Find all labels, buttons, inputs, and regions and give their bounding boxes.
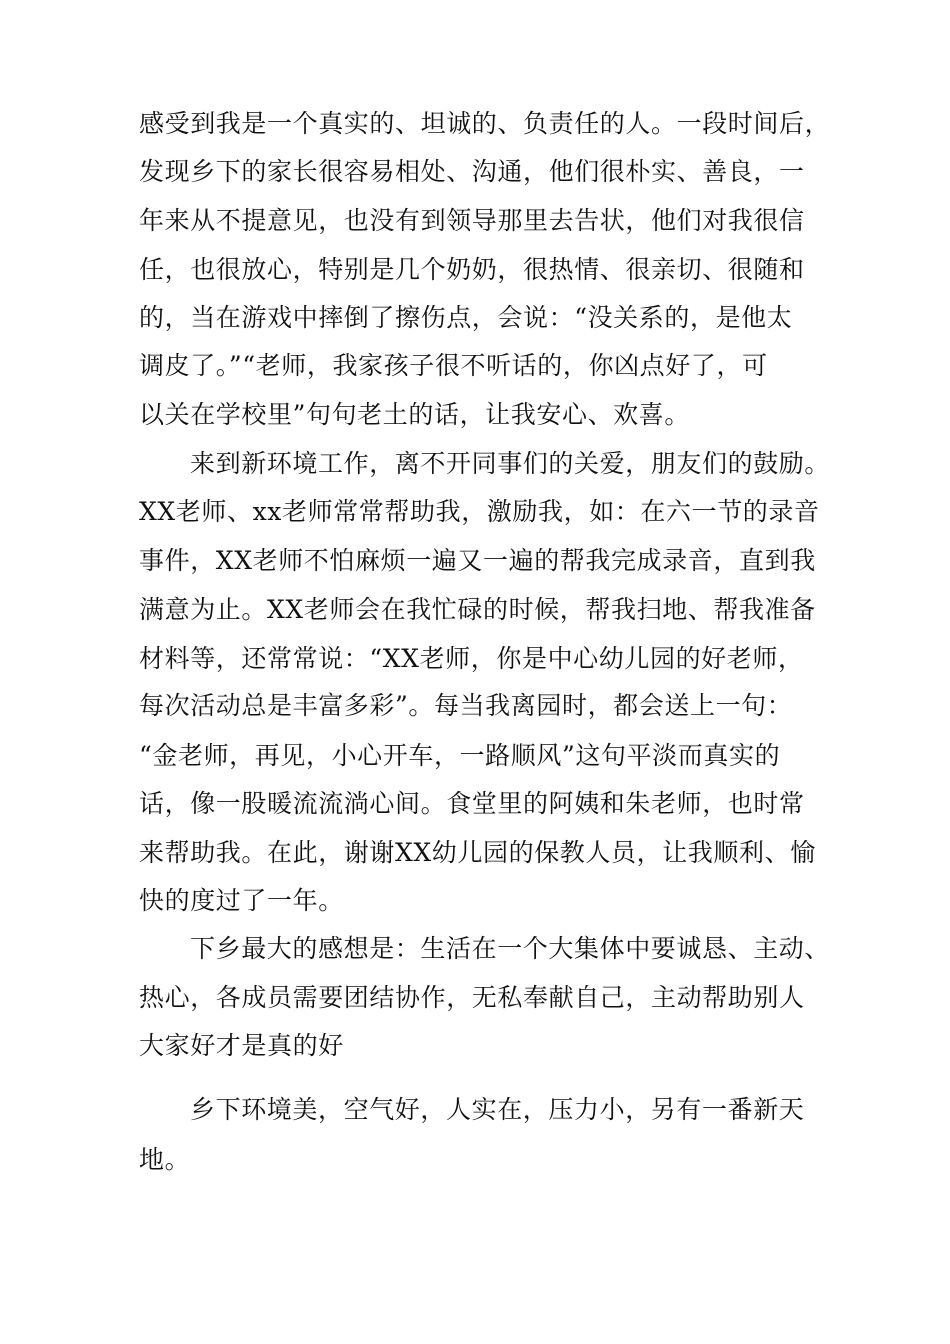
paragraph-first-line: 下乡最大的感想是：生活在一个大集体中要诚恳、主动、	[190, 934, 831, 963]
text-line: 快的度过了一年。	[139, 886, 344, 915]
text-line: 事件，XX老师不怕麻烦一遍又一遍的帮我完成录音，直到我	[139, 546, 816, 575]
text-line: 热心，各成员需要团结协作，无私奉献自己，主动帮助别人	[139, 983, 805, 1012]
text-line: 调皮了。”“老师，我家孩子很不听话的，你凶点好了，可	[139, 351, 768, 380]
text-line: 满意为止。XX老师会在我忙碌的时候，帮我扫地、帮我准备	[139, 595, 816, 624]
text-line: 年来从不提意见，也没有到领导那里去告状，他们对我很信	[139, 206, 805, 235]
paragraph-first-line: 乡下环境美，空气好，人实在，压力小，另有一番新天	[190, 1095, 805, 1124]
paragraph-first-line: 来到新环境工作，离不开同事们的关爱，朋友们的鼓励。	[190, 449, 831, 478]
text-line: 发现乡下的家长很容易相处、沟通，他们很朴实、善良，一	[139, 157, 805, 186]
text-line: XX老师、xx老师常常帮助我，激励我，如：在六一节的录音	[139, 497, 820, 526]
text-line: 话，像一股暖流流淌心间。食堂里的阿姨和朱老师，也时常	[139, 789, 805, 818]
text-line: 以关在学校里”句句老土的话，让我安心、欢喜。	[139, 400, 690, 429]
text-line: “金老师，再见，小心开车，一路顺风”这句平淡而真实的	[139, 741, 781, 770]
text-line: 材料等，还常常说：“XX老师，你是中心幼儿园的好老师，	[139, 644, 804, 673]
text-line: 感受到我是一个真实的、坦诚的、负责任的人。一段时间后，	[139, 109, 831, 138]
text-line: 的，当在游戏中摔倒了擦伤点，会说：“没关系的，是他太	[139, 303, 793, 332]
text-line: 来帮助我。在此，谢谢XX幼儿园的保教人员，让我顺利、愉	[139, 838, 816, 867]
text-line: 地。	[139, 1145, 191, 1174]
text-line: 任，也很放心，特别是几个奶奶，很热情、很亲切、很随和	[139, 255, 805, 284]
text-line: 大家好才是真的好	[139, 1031, 344, 1060]
text-line: 每次活动总是丰富多彩”。每当我离园时，都会送上一句：	[139, 691, 793, 720]
